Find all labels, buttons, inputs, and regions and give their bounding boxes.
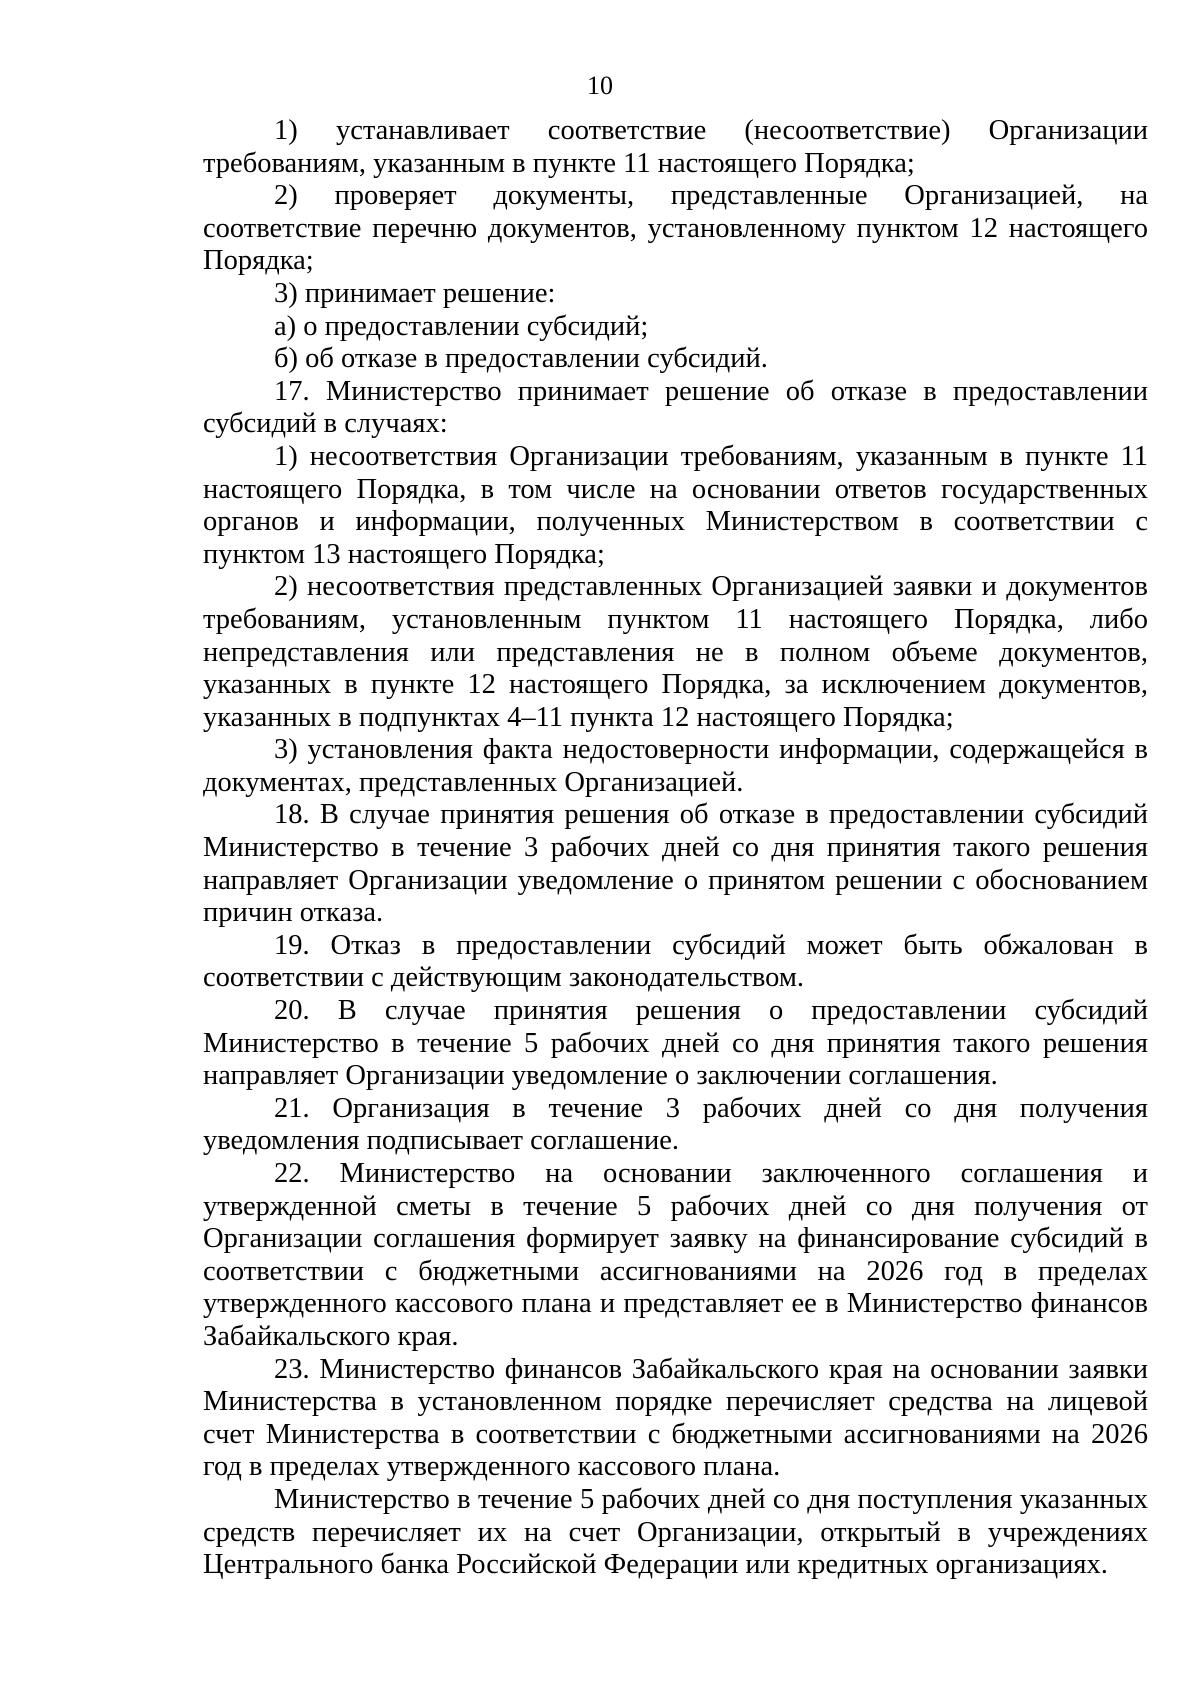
paragraph-item-3: 3) принимает решение: <box>274 277 556 309</box>
paragraph-clause-17-item-3: 3) установления факта недостоверности информации, содержащейся в документах, представленных Организацией. <box>203 734 1148 798</box>
paragraph-clause-17: 17. Министерство принимает решение об отказе в предоставлении субсидий в случаях: <box>203 375 1148 440</box>
paragraph-clause-22: 22. Министерство на основании заключенного соглашения и утвержденной сметы в течение 5 рабочих дней со дня получения от Организации соглашения формирует заявку на финансирование субсидий в соответствии с бюджетными ассигнованиями на 2026 год в пределах утвержденного кассового плана и представляет ее в Министерство финансов Забайкальского края. <box>203 1158 1148 1352</box>
paragraph-clause-20: 20. В случае принятия решения о предоставлении субсидий Министерство в течение 5 рабочих дней со дня принятия такого решения направляет Организации уведомление о заключении соглашения. <box>203 995 1148 1092</box>
paragraph-subitem-b: б) об отказе в предоставлении субсидий. <box>274 343 768 375</box>
paragraph-clause-19: 19. Отказ в предоставлении субсидий может быть обжалован в соответствии с действующим законодательством. <box>203 929 1148 994</box>
paragraph-clause-23-continuation: Министерство в течение 5 рабочих дней со дня поступления указанных средств перечисляет их на счет Организации, открытый в учреждениях Центрального банка Российской Федерации или кредитных организациях. <box>203 1483 1148 1581</box>
paragraph-clause-17-item-1: 1) несоответствия Организации требованиям, указанным в пункте 11 настоящего Порядка, в том числе на основании ответов государственных органов и информации, полученных Министерством в соответствии с пунктом 13 настоящего Порядка; <box>203 440 1148 570</box>
paragraph-clause-23: 23. Министерство финансов Забайкальского края на основании заявки Министерства в установленном порядке перечисляет средства на лицевой счет Министерства в соответствии с бюджетными ассигнованиями на 2026 год в пределах утвержденного кассового плана. <box>203 1353 1148 1483</box>
page-number: 10 <box>587 71 613 100</box>
paragraph-clause-21: 21. Организация в течение 3 рабочих дней со дня получения уведомления подписывает соглашение. <box>203 1092 1148 1157</box>
document-body <box>203 115 1148 1582</box>
paragraph-clause-17-item-2: 2) несоответствия представленных Организацией заявки и документов требованиям, установленным пунктом 11 настоящего Порядка, либо непредставления или представления не в полном объеме документов, указанных в пункте 12 настоящего Порядка, за исключением документов, указанных в подпунктах 4–11 пункта 12 настоящего Порядка; <box>203 571 1148 733</box>
paragraph-subitem-a: а) о предоставлении субсидий; <box>274 310 649 342</box>
paragraph-item-2: 2) проверяет документы, представленные Организацией, на соответствие перечню документов, установленному пунктом 12 настоящего Порядка; <box>203 180 1148 277</box>
paragraph-item-1: 1) устанавливает соответствие (несоответствие) Организации требованиям, указанным в пункте 11 настоящего Порядка; <box>203 115 1148 179</box>
paragraph-clause-18: 18. В случае принятия решения об отказе в предоставлении субсидий Министерство в течение 3 рабочих дней со дня принятия такого решения направляет Организации уведомление о принятом решении с обоснованием причин отказа. <box>203 799 1148 929</box>
